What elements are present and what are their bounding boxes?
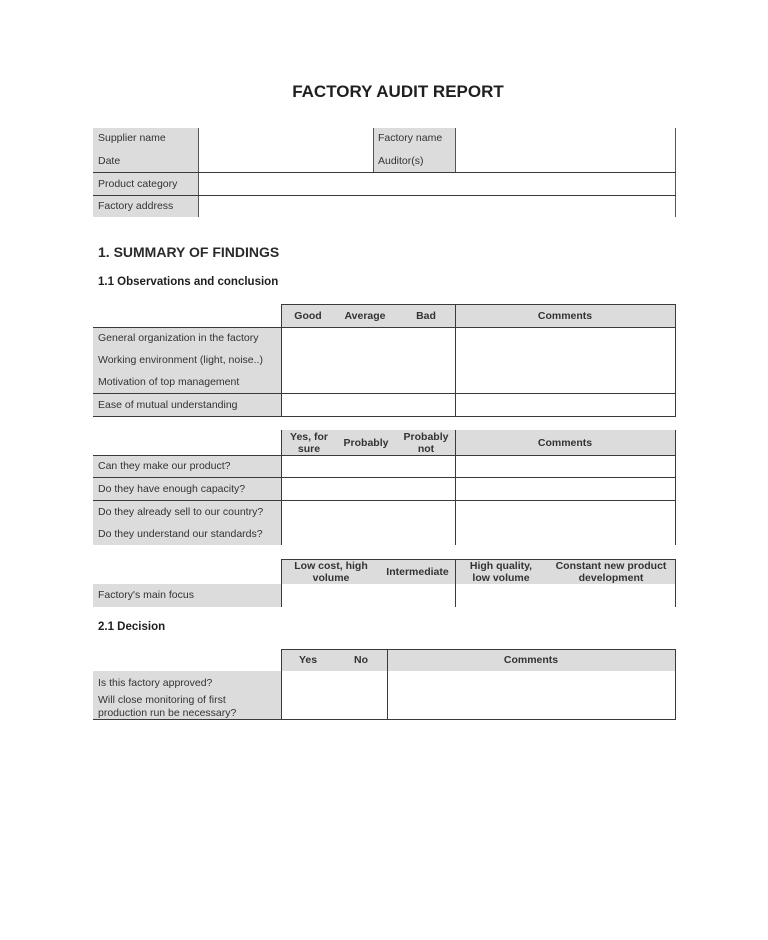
divider [93,455,676,456]
divider [281,304,676,305]
divider [281,649,676,650]
header-line: Constant new product [555,560,667,572]
divider [93,195,676,196]
row-label: Motivation of top management [98,376,240,388]
factory-name-field[interactable] [460,132,670,148]
column-header-yes-for-sure [283,431,335,455]
divider [93,172,676,173]
auditors-label: Auditor(s) [378,155,424,167]
divider [281,559,676,560]
divider [93,393,676,394]
column-header-comments: Comments [503,654,559,666]
focus-cell-low[interactable] [283,586,453,606]
row-label: Ease of mutual understanding [98,399,238,411]
column-header-bad: Bad [416,310,436,322]
divider [675,649,676,720]
header-line: High quality, [469,560,533,572]
divider [93,477,676,478]
subsection-heading: 1.1 Observations and conclusion [98,276,279,288]
column-header-probably-not [398,431,454,455]
document-title: FACTORY AUDIT REPORT [292,82,504,101]
divider [675,430,676,545]
section-heading: 1. SUMMARY OF FINDINGS [98,244,280,260]
divider [675,559,676,607]
comments-cell[interactable] [457,395,673,414]
divider [675,304,676,417]
column-header-yes: Yes [298,654,318,666]
header-line: sure [297,443,321,455]
divider [455,430,456,545]
divider [455,304,456,417]
comments-cell[interactable] [389,673,673,717]
focus-cell-high[interactable] [457,586,673,606]
divider [455,128,456,172]
header-line: Yes, for [290,431,328,443]
row-label: Is this factory approved? [98,677,213,689]
divider [281,430,282,545]
date-label: Date [98,155,121,167]
comments-cell[interactable] [457,457,673,475]
column-header-low-cost [283,560,379,584]
divider [93,500,676,501]
divider [387,649,388,720]
rating-cell[interactable] [283,480,453,498]
column-header-average: Average [344,310,386,322]
supplier-name-field[interactable] [204,132,369,148]
rating-cell[interactable] [283,503,453,543]
column-header-constant-new-product [547,560,675,584]
header-line: low volume [472,572,530,584]
row-label: Do they understand our standards? [98,528,263,540]
header-line: not [417,443,435,455]
subsection-heading: 2.1 Decision [98,621,166,633]
factory-name-label: Factory name [378,132,443,144]
row-label: Working environment (light, noise..) [98,354,263,366]
divider [281,304,282,417]
divider [93,327,676,328]
divider [93,719,676,720]
column-header-comments: Comments [537,310,593,322]
comments-cell[interactable] [457,480,673,498]
header-line: Probably [403,431,449,443]
column-header-comments: Comments [537,437,593,449]
row-label-line: production run be necessary? [98,707,237,719]
factory-address-label: Factory address [98,200,174,212]
comments-cell[interactable] [457,503,673,543]
factory-address-field[interactable] [204,200,669,216]
header-line: development [578,572,644,584]
rating-cell[interactable] [283,457,453,475]
row-label-line: Will close monitoring of first [98,694,226,706]
column-header-good: Good [294,310,322,322]
column-header-no: No [354,654,368,666]
row-label: General organization in the factory [98,332,259,344]
divider [93,416,676,417]
comments-cell[interactable] [457,329,673,391]
divider [281,559,282,607]
row-label [98,694,236,720]
decision-cell[interactable] [283,673,385,717]
divider [281,649,282,720]
date-field[interactable] [204,155,369,171]
product-category-field[interactable] [204,178,669,194]
divider [373,128,374,172]
row-label: Do they already sell to our country? [98,506,264,518]
divider [455,559,456,607]
rating-cell[interactable] [283,329,453,391]
header-line: volume [312,572,350,584]
row-label: Can they make our product? [98,460,231,472]
auditors-field[interactable] [460,155,670,171]
row-label: Factory's main focus [98,589,194,601]
column-header-high-quality [457,560,545,584]
row-label: Do they have enough capacity? [98,483,246,495]
rating-cell[interactable] [283,395,453,414]
product-category-label: Product category [98,178,178,190]
header-line: Low cost, high [294,560,368,572]
column-header-intermediate: Intermediate [386,566,449,578]
column-header-probably: Probably [343,437,389,449]
supplier-name-label: Supplier name [98,132,166,144]
